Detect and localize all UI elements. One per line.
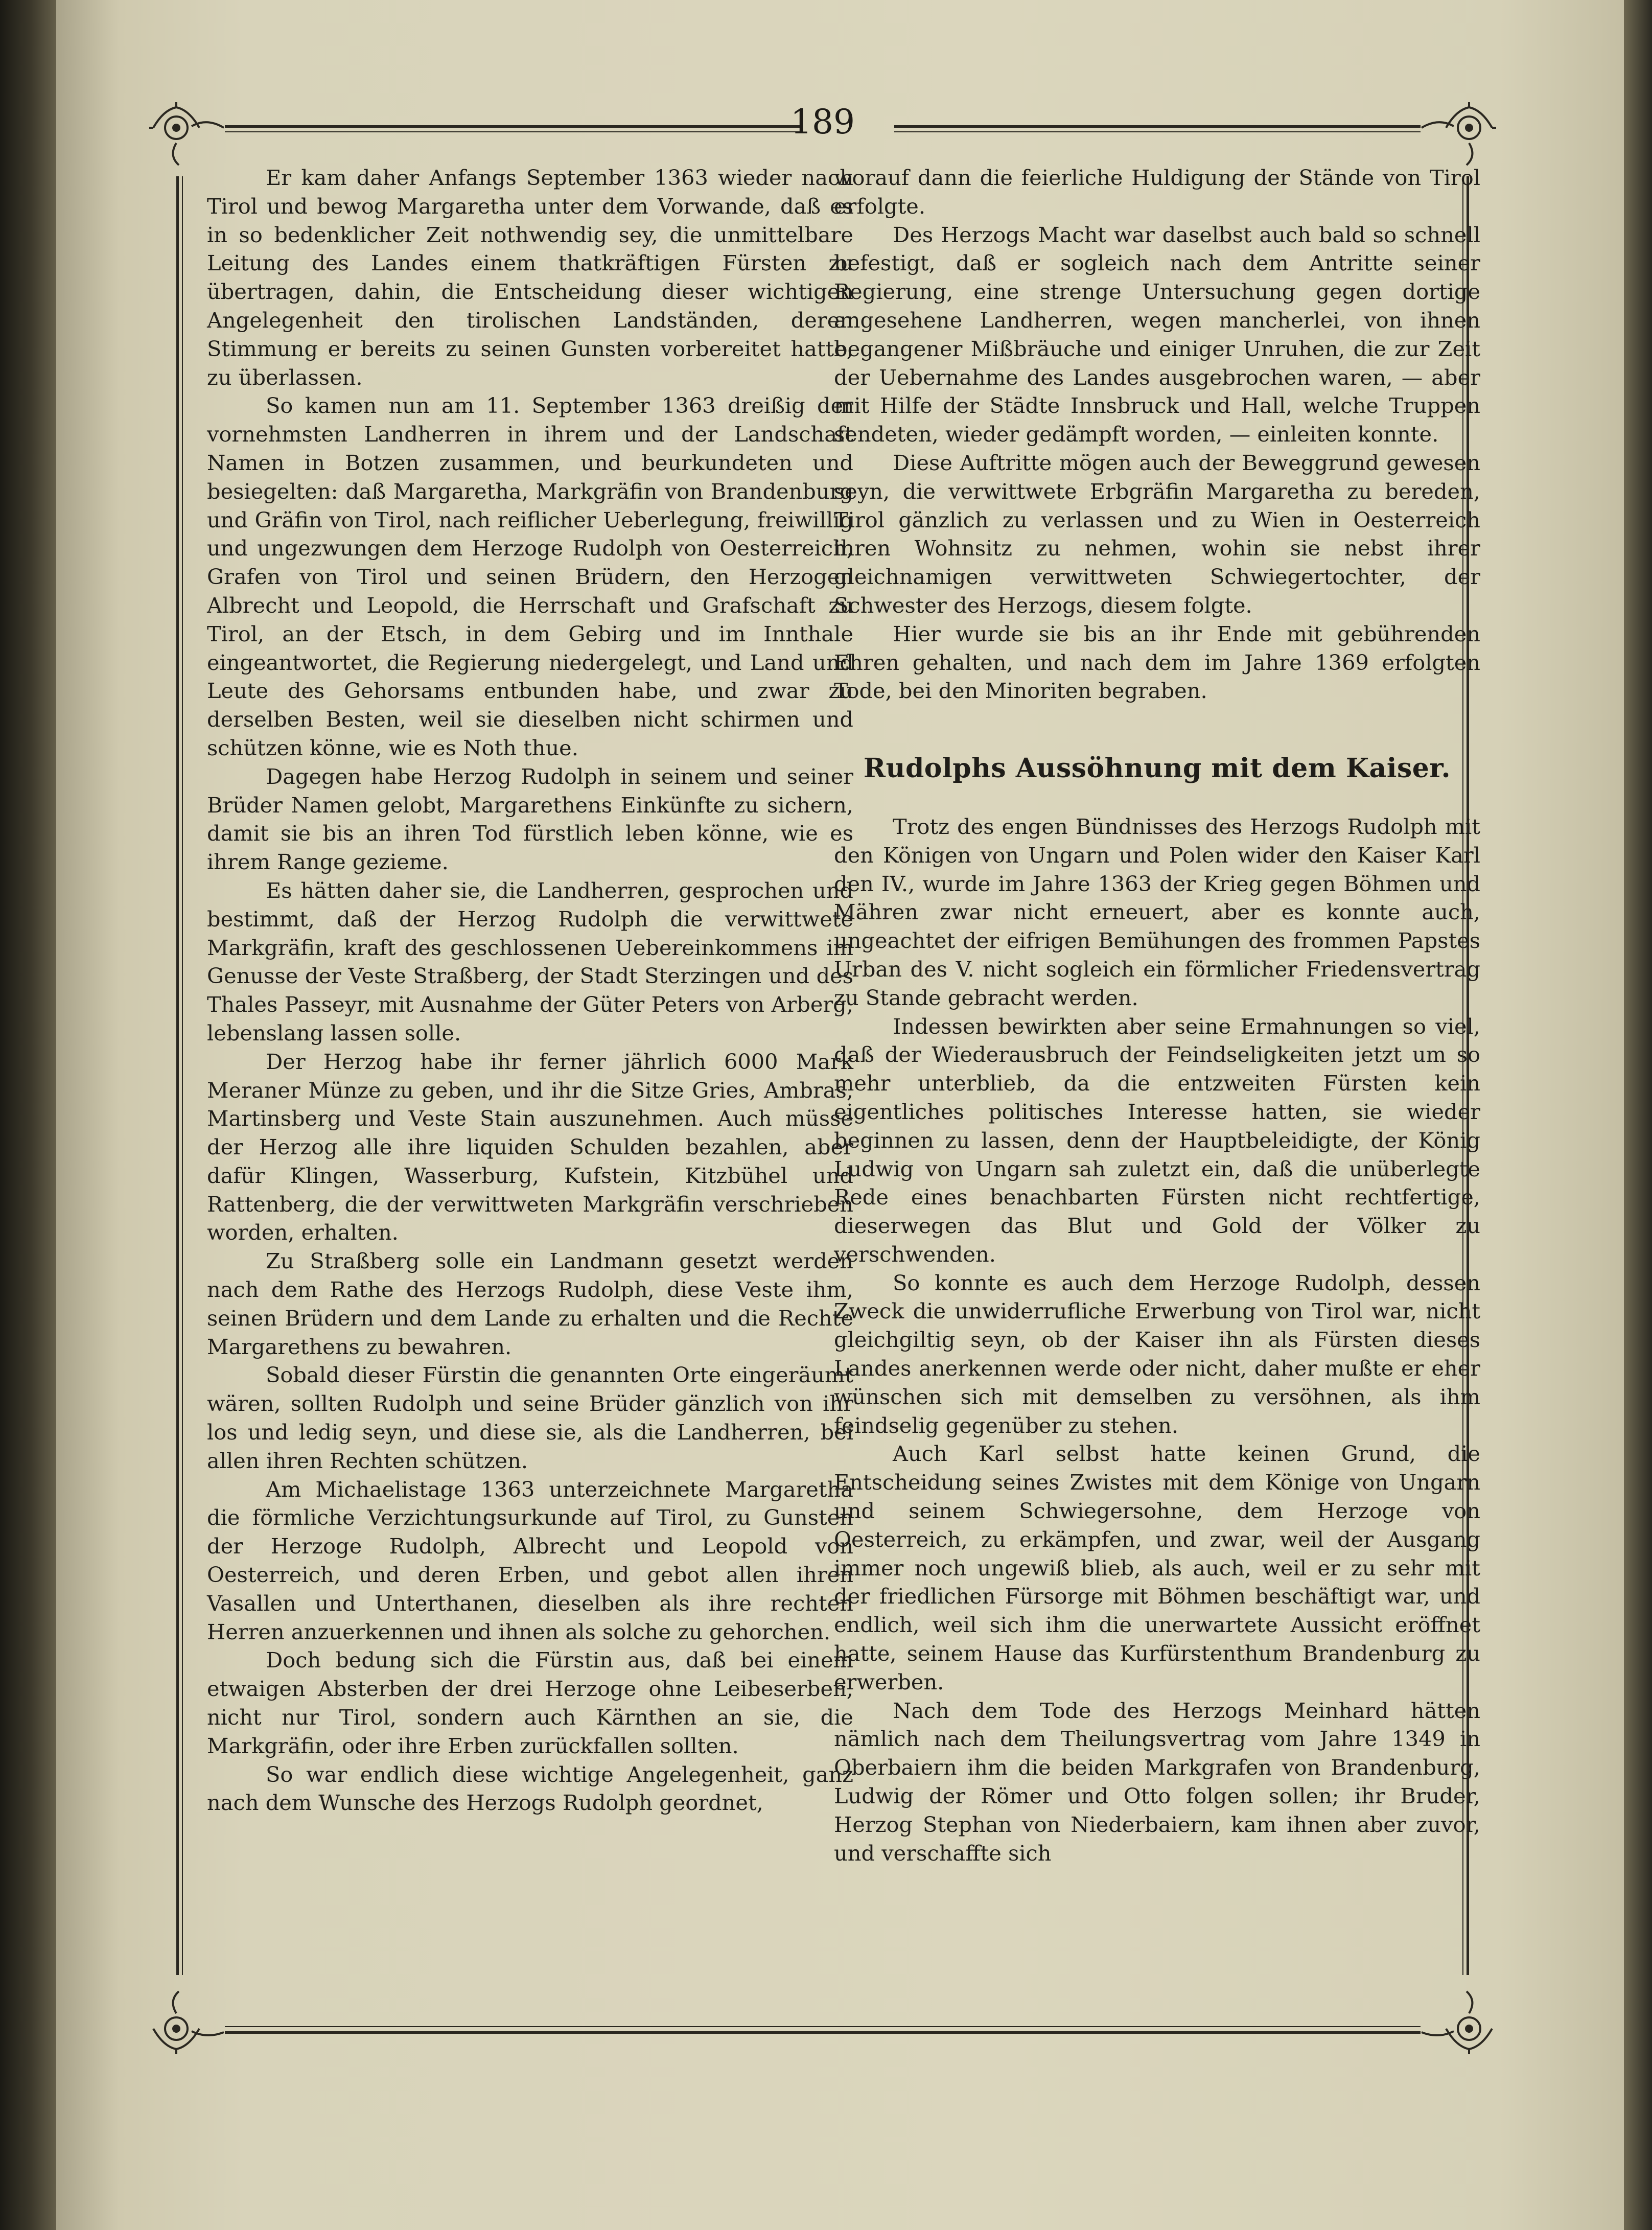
paragraph: Am Michaelistage 1363 unterzeichnete Margaretha die förmliche Verzichtungsurkunde auf Tirol, zu Gunsten der Herzoge Rudolph, Albrecht und Leopold von Oesterreich, und deren Erben, und gebot allen ihren Vasallen und Unterthanen, dieselben als ihre rechten Herren anzuerkennen und ihnen als solche zu gehorchen. (207, 1476, 853, 1644)
corner-ornament-top-left (148, 100, 225, 166)
paragraph: Der Herzog habe ihr ferner jährlich 6000 Mark Meraner Münze zu geben, und ihr die Sitze Gries, Ambras, Martinsberg und Veste Stain auszunehmen. Auch müsse der Herzog alle ihre liquiden Schulden bezahlen, aber dafür Klingen, Wasserburg, Kufstein, Kitzbühel und Rattenberg, die der verwittweten Markgräfin verschrieben worden, erhalten. (207, 1049, 853, 1245)
left-column (207, 164, 853, 1817)
frame-top-rule-left-thin (225, 131, 802, 132)
section-heading: Rudolphs Aussöhnung mit dem Kaiser. (863, 753, 1451, 784)
frame-top-rule-right-thin (894, 131, 1421, 132)
paragraph: Dagegen habe Herzog Rudolph in seinem und seiner Brüder Namen gelobt, Margarethens Einkünfte zu sichern, damit sie bis an ihren Tod fürstlich leben könne, wie es ihrem Range gezieme. (207, 763, 853, 875)
corner-ornament-top-right (1421, 100, 1497, 166)
paragraph: So konnte es auch dem Herzoge Rudolph, dessen Zweck die unwiderrufliche Erwerbung von Tirol war, nicht gleichgiltig seyn, ob der Kaiser ihn als Fürsten dieses Landes anerkennen werde oder nicht, daher mußte er eher wünschen sich mit demselben zu versöhnen, als ihm feindselig gegenüber zu stehen. (834, 1270, 1480, 1438)
paragraph: Indessen bewirkten aber seine Ermahnungen so viel, daß der Wiederausbruch der Feindseligkeiten jetzt um so mehr unterblieb, da die entzweiten Fürsten kein eigentliches politisches Interesse hatten, sie wieder beginnen zu lassen, denn der Hauptbeleidigte, der König Ludwig von Ungarn sah zuletzt ein, daß die unüberlegte Rede eines benachbarten Fürsten nicht rechtfertige, dieserwegen das Blut und Gold der Völker zu verschwenden. (834, 1013, 1480, 1267)
paragraph: Doch bedung sich die Fürstin aus, daß bei einem etwaigen Absterben der drei Herzoge ohne Leibeserben, nicht nur Tirol, sondern auch Kärnthen an sie, die Markgräfin, oder ihre Erben zurückfallen sollten. (207, 1647, 853, 1758)
continued-paragraph: worauf dann die feierliche Huldigung der Stände von Tirol erfolgte. (834, 165, 1480, 219)
frame-left-rule (176, 176, 179, 1975)
paragraph: Des Herzogs Macht war daselbst auch bald so schnell befestigt, daß er sogleich nach dem Antritte seiner Regierung, eine strenge Untersuchung gegen dortige angesehene Landherren, wegen mancherlei, von ihnen begangener Mißbräuche und einiger Unruhen, die zur Zeit der Uebernahme des Landes ausgebrochen waren, — aber mit Hilfe der Städte Innsbruck und Hall, welche Truppen sendeten, wieder gedämpft worden, — einleiten konnte. (834, 222, 1480, 447)
paragraph: Sobald dieser Fürstin die genannten Orte eingeräumt wären, sollten Rudolph und seine Brüder gänzlich von ihr los und ledig seyn, und diese sie, als die Landherren, bei allen ihren Rechten schützen. (207, 1362, 853, 1473)
frame-bottom-rule-thin (225, 2026, 1421, 2027)
paragraph: So kamen nun am 11. September 1363 dreißig der vornehmsten Landherren in ihrem und der Landschaft Namen in Botzen zusammen, und beurkundeten und besiegelten: daß Margaretha, Markgräfin von Brandenburg und Gräfin von Tirol, nach reiflicher Ueberlegung, freiwillig und ungezwungen dem Herzoge Rudolph von Oesterreich, Grafen von Tirol und seinen Brüdern, den Herzogen Albrecht und Leopold, die Herrschaft und Grafschaft zu Tirol, an der Etsch, in dem Gebirg und im Innthale eingeantwortet, die Regierung niedergelegt, und Land und Leute des Gehorsams entbunden habe, und zwar zu derselben Besten, weil sie dieselben nicht schirmen und schützen könne, wie es Noth thue. (207, 393, 853, 760)
paragraph: Nach dem Tode des Herzogs Meinhard hätten nämlich nach dem Theilungsvertrag vom Jahre 1349 in Oberbaiern ihm die beiden Markgrafen von Brandenburg, Ludwig der Römer und Otto folgen sollen; ihr Bruder, Herzog Stephan von Niederbaiern, kam ihnen aber zuvor, und verschaffte sich (834, 1698, 1480, 1866)
paragraph: Diese Auftritte mögen auch der Beweggrund gewesen seyn, die verwittwete Erbgräfin Margaretha zu bereden, Tirol gänzlich zu verlassen und zu Wien in Oesterreich ihren Wohnsitz zu nehmen, wohin sie nebst ihrer gleichnamigen verwittweten Schwiegertochter, der Schwester des Herzogs, diesem folgte. (834, 450, 1480, 618)
frame-left-rule-thin (182, 176, 183, 1975)
paragraph: Auch Karl selbst hatte keinen Grund, die Entscheidung seines Zwistes mit dem Könige von Ungarn und seinem Schwiegersohne, dem Herzoge von Oesterreich, zu erkämpfen, und zwar, weil der Ausgang immer noch ungewiß blieb, als auch, weil er zu sehr mit der friedlichen Fürsorge mit Böhmen beschäftigt war, und endlich, weil sich ihm die unerwartete Aussicht eröffnet hatte, seinem Hause das Kurfürstenthum Brandenburg zu erwerben. (834, 1441, 1480, 1694)
frame-top-rule-right (894, 125, 1421, 128)
paragraph: Hier wurde sie bis an ihr Ende mit gebührenden Ehren gehalten, und nach dem im Jahre 1369 erfolgten Tode, bei den Minoriten begraben. (834, 621, 1480, 704)
corner-ornament-bottom-right (1421, 1990, 1497, 2057)
paragraph: Es hätten daher sie, die Landherren, gesprochen und bestimmt, daß der Herzog Rudolph die verwittwete Markgräfin, kraft des geschlossenen Uebereinkommens im Genusse der Veste Straßberg, der Stadt Sterzingen und des Thales Passeyr, mit Ausnahme der Güter Peters von Arberg, lebenslang lassen solle. (207, 877, 853, 1046)
right-column (834, 164, 1480, 1867)
paragraph: So war endlich diese wichtige Angelegenheit, ganz nach dem Wunsche des Herzogs Rudolph geordnet, (207, 1761, 853, 1816)
paragraph: Trotz des engen Bündnisses des Herzogs Rudolph mit den Königen von Ungarn und Polen wider den Kaiser Karl den IV., wurde im Jahre 1363 der Krieg gegen Böhmen und Mähren zwar nicht erneuert, aber es konnte auch, ungeachtet der eifrigen Bemühungen des frommen Papstes Urban des V. nicht sogleich ein förmlicher Friedensvertrag zu Stande gebracht werden. (834, 814, 1480, 1010)
paragraph: Zu Straßberg solle ein Landmann gesetzt werden nach dem Rathe des Herzogs Rudolph, diese Veste ihm, seinen Brüdern und dem Lande zu erhalten und die Rechte Margarethens zu bewahren. (207, 1248, 853, 1359)
scan-background-right (1624, 0, 1652, 2230)
frame-top-rule-left (225, 125, 802, 128)
corner-ornament-bottom-left (148, 1990, 225, 2057)
scan-background-left (0, 0, 61, 2230)
frame-bottom-rule (225, 2031, 1421, 2034)
paragraph: Er kam daher Anfangs September 1363 wieder nach Tirol und bewog Margaretha unter dem Vorwande, daß es in so bedenklicher Zeit nothwendig sey, die unmittelbare Leitung des Landes einem thatkräftigen Fürsten zu übertragen, dahin, die Entscheidung dieser wichtigen Angelegenheit den tirolischen Landständen, deren Stimmung er bereits zu seinen Gunsten vorbereitet hatte, zu überlassen. (207, 165, 853, 390)
page-number: 189 (790, 102, 855, 142)
